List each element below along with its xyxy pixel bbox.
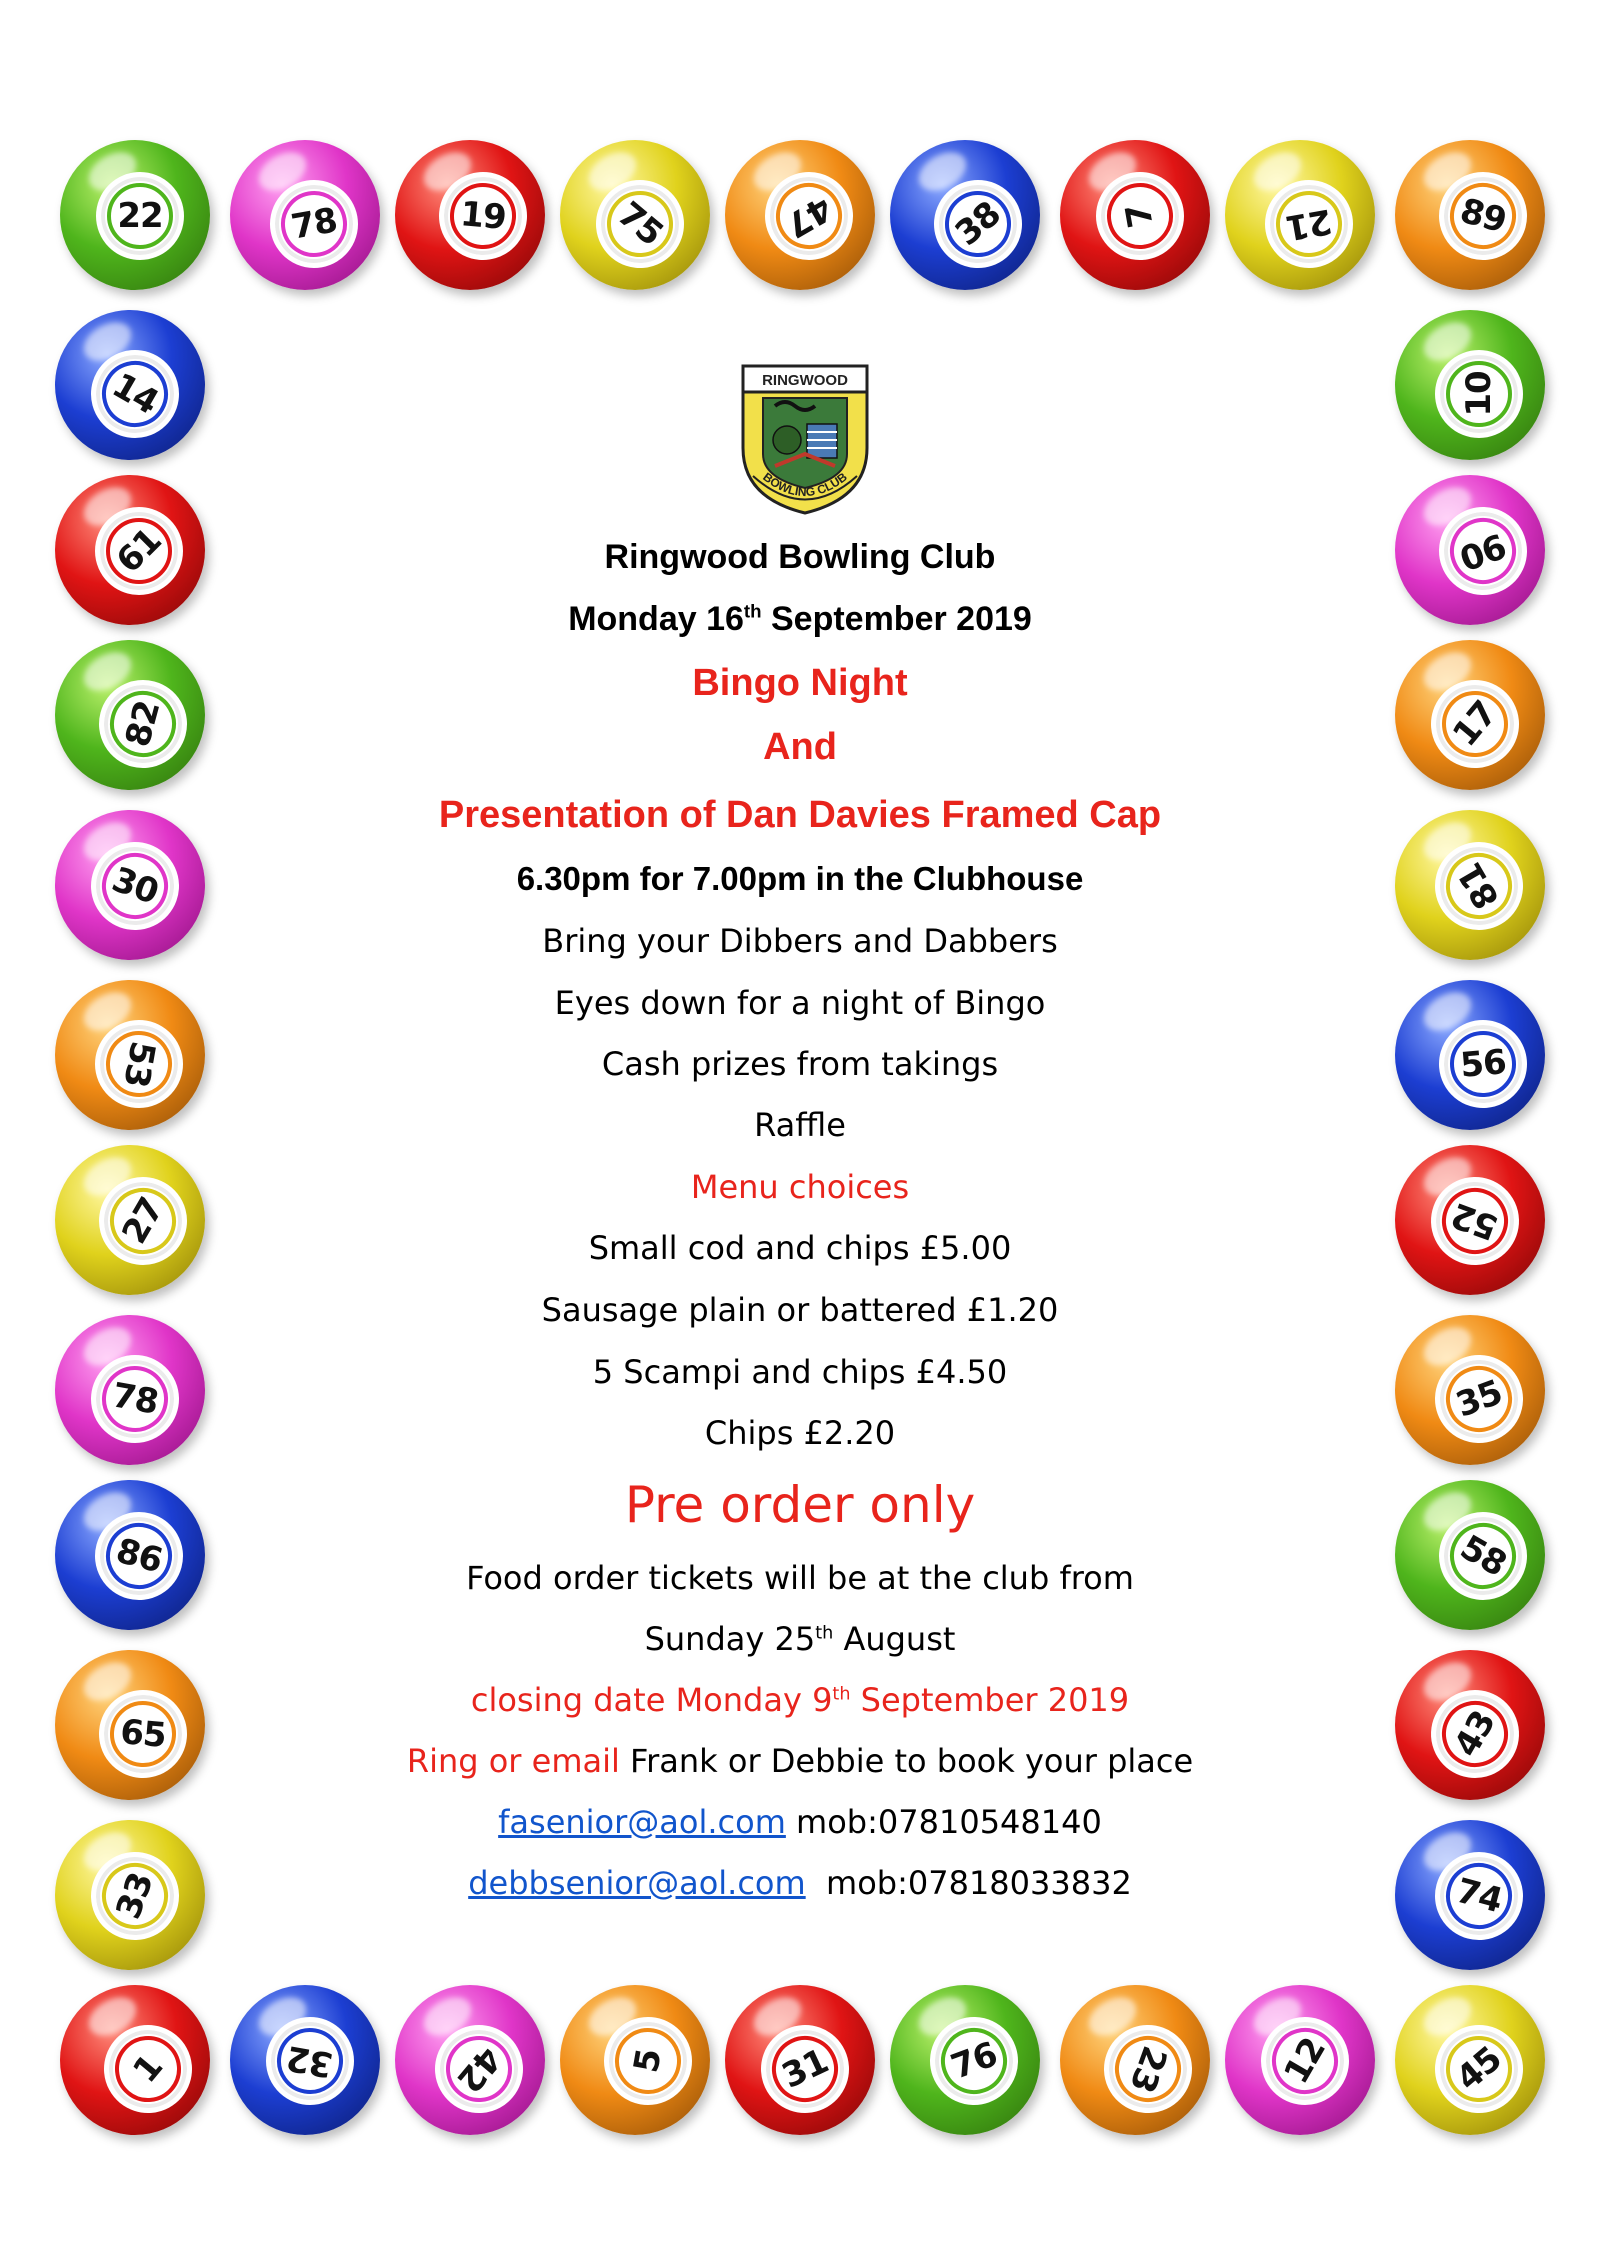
bingo-ball — [55, 1480, 205, 1630]
ticket-start-day: Sunday 25 — [644, 1620, 816, 1658]
bingo-ball-number: 52 — [1446, 1194, 1504, 1248]
bingo-ball-number: 1 — [125, 2047, 171, 2091]
bingo-ball-number: 76 — [945, 2034, 1003, 2088]
menu-item: Sausage plain or battered £1.20 — [541, 1291, 1059, 1329]
ticket-start-suffix: th — [815, 1623, 834, 1644]
bingo-ball — [1395, 1985, 1545, 2135]
mobile-number: mob:07810548140 — [785, 1803, 1102, 1841]
bingo-ball — [55, 1820, 205, 1970]
bingo-ball — [395, 140, 545, 290]
bingo-ball — [55, 980, 205, 1130]
bingo-ball — [1395, 1650, 1545, 1800]
bingo-ball-number: 35 — [1450, 1372, 1508, 1426]
event-time: 6.30pm for 7.00pm in the Clubhouse — [516, 860, 1084, 897]
bingo-ball-number: 38 — [947, 194, 1009, 254]
bingo-ball-number: 19 — [458, 194, 508, 238]
bingo-ball-number: 31 — [775, 2041, 834, 2097]
ring-or-email: Ring or email — [406, 1742, 620, 1780]
bingo-ball — [725, 1985, 875, 2135]
menu-heading: Menu choices — [690, 1168, 910, 1206]
event-date — [300, 600, 1300, 639]
ticket-info: Food order tickets will be at the club from — [466, 1559, 1134, 1597]
bingo-ball — [1395, 640, 1545, 790]
club-name: Ringwood Bowling Club — [604, 538, 996, 576]
menu-item: Chips £2.20 — [704, 1414, 896, 1452]
bingo-ball-number: 89 — [1455, 190, 1511, 242]
bingo-ball-number: 56 — [1458, 1042, 1508, 1086]
bingo-ball-number: 32 — [284, 2037, 336, 2085]
bingo-ball-number: 10 — [1459, 371, 1499, 417]
bingo-ball — [890, 1985, 1040, 2135]
closing-date-suffix: th — [832, 1684, 851, 1705]
bingo-ball-number: 22 — [117, 196, 163, 236]
bingo-ball — [1225, 140, 1375, 290]
bingo-ball — [1395, 475, 1545, 625]
bingo-ball-number: 27 — [114, 1191, 172, 1251]
bingo-ball — [55, 310, 205, 460]
ticket-start-date — [300, 1620, 1300, 1658]
bingo-ball-number: 90 — [1454, 524, 1512, 578]
bingo-ball-number: 17 — [1445, 693, 1505, 755]
ticket-start-month: August — [833, 1620, 956, 1658]
closing-date — [300, 1681, 1300, 1719]
bingo-ball — [890, 140, 1040, 290]
bingo-ball — [1395, 1145, 1545, 1295]
bingo-ball-number: 78 — [109, 1375, 161, 1423]
closing-date-day: closing date Monday 9 — [470, 1681, 833, 1719]
bingo-ball — [1395, 1820, 1545, 1970]
cash-prizes: Cash prizes from takings — [601, 1045, 999, 1083]
presentation-title: Presentation of Dan Davies Framed Cap — [438, 794, 1162, 836]
bingo-ball — [1395, 980, 1545, 1130]
bingo-ball — [1060, 140, 1210, 290]
pre-order-notice: Pre order only — [624, 1476, 976, 1534]
eyes-down: Eyes down for a night of Bingo — [554, 984, 1046, 1022]
bring-dabbers: Bring your Dibbers and Dabbers — [542, 922, 1058, 960]
bingo-ball-number: 12 — [1276, 2031, 1334, 2091]
bingo-ball-number: 61 — [108, 520, 170, 582]
bingo-ball — [60, 140, 210, 290]
bingo-ball — [55, 1315, 205, 1465]
bingo-ball — [1395, 1480, 1545, 1630]
contact-row — [300, 1803, 1300, 1841]
event-date-day: Monday 16 — [568, 600, 744, 638]
crest-bottom-text: BOWLING CLUB — [760, 469, 850, 500]
bingo-ball-number: 78 — [288, 200, 340, 248]
contact-row — [300, 1864, 1300, 1902]
bingo-ball — [1395, 140, 1545, 290]
bingo-ball — [1395, 310, 1545, 460]
bingo-ball — [725, 140, 875, 290]
event-date-suffix: th — [743, 600, 762, 622]
bingo-ball — [230, 140, 380, 290]
bingo-ball — [55, 1650, 205, 1800]
bingo-ball — [1225, 1985, 1375, 2135]
bingo-ball-number: 42 — [449, 2038, 509, 2100]
email-link[interactable]: debbsenior@aol.com — [468, 1864, 806, 1902]
bingo-ball — [1395, 1315, 1545, 1465]
bingo-ball-number: 82 — [117, 696, 169, 752]
bingo-ball — [55, 640, 205, 790]
menu-item: 5 Scampi and chips £4.50 — [592, 1353, 1008, 1391]
crest-top-text: RINGWOOD — [762, 372, 848, 389]
bingo-ball-number: 65 — [118, 1712, 168, 1756]
bingo-ball-number: 74 — [1451, 1870, 1507, 1922]
bingo-ball-number: 81 — [1450, 856, 1508, 916]
booking-contacts: Frank or Debbie to book your place — [619, 1742, 1194, 1780]
bingo-ball — [560, 1985, 710, 2135]
menu-item: Small cod and chips £5.00 — [588, 1229, 1012, 1267]
bingo-ball-number: 45 — [1448, 2039, 1510, 2099]
bingo-ball-number: 86 — [111, 1530, 167, 1582]
bingo-ball-number: 30 — [106, 859, 164, 913]
bingo-ball — [230, 1985, 380, 2135]
event-date-month: September 2019 — [761, 600, 1032, 638]
email-link[interactable]: fasenior@aol.com — [498, 1803, 786, 1841]
bingo-ball-number: 43 — [1446, 1704, 1504, 1764]
bingo-ball — [55, 810, 205, 960]
bingo-ball-number: 21 — [1283, 200, 1335, 248]
bingo-ball-number: 7 — [1118, 201, 1162, 231]
bingo-ball-number: 58 — [1453, 1527, 1513, 1585]
closing-date-month: September 2019 — [850, 1681, 1130, 1719]
bingo-ball-number: 14 — [105, 365, 165, 423]
bingo-ball — [60, 1985, 210, 2135]
bingo-ball-number: 53 — [115, 1038, 163, 1090]
bingo-ball — [55, 1145, 205, 1295]
mobile-number: mob:07818033832 — [805, 1864, 1132, 1902]
event-and: And — [763, 726, 837, 768]
bingo-ball — [1060, 1985, 1210, 2135]
raffle: Raffle — [754, 1106, 846, 1144]
bingo-ball — [55, 475, 205, 625]
bingo-ball — [560, 140, 710, 290]
event-title: Bingo Night — [692, 662, 908, 704]
bingo-ball-number: 75 — [609, 194, 671, 254]
bingo-ball-number: 23 — [1121, 2040, 1175, 2098]
club-crest-logo — [735, 358, 875, 518]
bingo-ball — [1395, 810, 1545, 960]
bingo-ball — [395, 1985, 545, 2135]
bingo-ball-number: 33 — [108, 1867, 162, 1925]
bingo-ball-number: 47 — [779, 187, 839, 245]
bingo-ball-number: 5 — [626, 2046, 670, 2076]
booking-instructions — [300, 1742, 1300, 1780]
